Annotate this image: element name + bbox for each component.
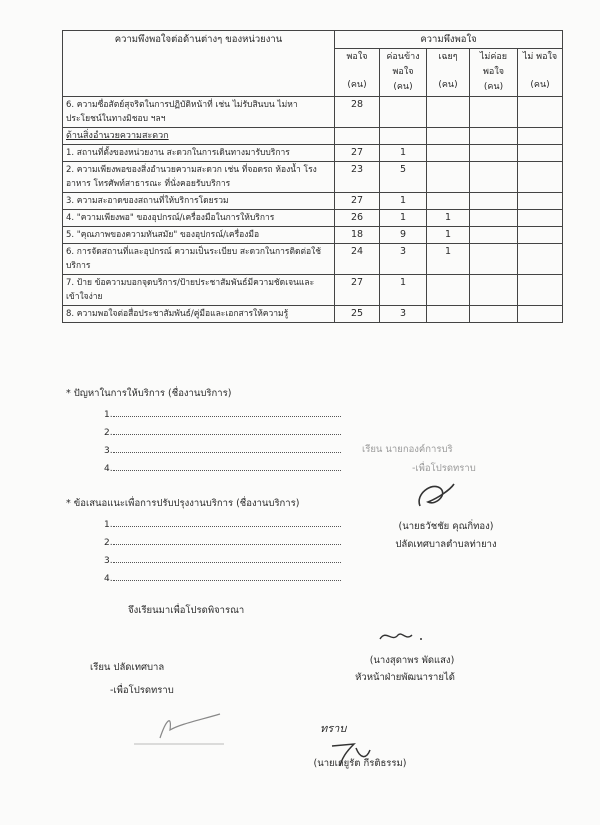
table-row (63, 275, 563, 306)
row-value (470, 145, 518, 162)
row-value (470, 244, 518, 275)
row-criteria: 5. "คุณภาพของความทันสมัย" ของอุปกรณ์/เครื่องมือ (63, 227, 335, 244)
column-label: เฉยๆ (438, 52, 458, 62)
row-value: 9 (380, 227, 427, 244)
signer3-handwritten: ทราบ (320, 722, 347, 735)
signature-mark-2 (376, 625, 436, 647)
row-value (470, 128, 518, 145)
row-value (427, 162, 470, 193)
signature-mark-1 (410, 476, 460, 514)
column-unit: (คน) (438, 80, 458, 90)
row-value (518, 145, 563, 162)
column-header-4 (470, 49, 518, 97)
column-unit: (คน) (393, 82, 413, 92)
row-criteria: 3. ความสะอาดของสถานที่ให้บริการโดยรวม (63, 193, 335, 210)
suggestions-line-1[interactable] (104, 517, 341, 530)
row-value: 1 (427, 210, 470, 227)
table-row (63, 193, 563, 210)
row-value (470, 97, 518, 128)
row-criteria: 7. ป้าย ข้อความบอกจุดบริการ/ป้ายประชาสัมพันธ์มีความชัดเจนและเข้าใจง่าย (63, 275, 335, 306)
row-criteria: 2. ความเพียงพอของสิ่งอำนวยความสะดวก เช่น ที่จอดรถ ห้องน้ำ โรงอาหาร โทรศัพท์สาธารณะ ที่นั่งคอยรับบริการ (63, 162, 335, 193)
blank-line[interactable] (113, 517, 341, 527)
column-unit: (คน) (530, 80, 550, 90)
row-value (518, 227, 563, 244)
row-value (470, 227, 518, 244)
problems-line-3[interactable] (104, 443, 341, 456)
row-criteria: 4. "ความเพียงพอ" ของอุปกรณ์/เครื่องมือในการให้บริการ (63, 210, 335, 227)
table-row (63, 145, 563, 162)
column-unit: (คน) (347, 80, 367, 90)
row-value (518, 306, 563, 323)
blank-line[interactable] (113, 535, 341, 545)
row-value: 25 (335, 306, 380, 323)
column-header-2 (380, 49, 427, 97)
row-value: 1 (380, 275, 427, 306)
row-value: 1 (427, 227, 470, 244)
row-value: 28 (335, 97, 380, 128)
problems-line-1[interactable] (104, 407, 341, 420)
signer2-name: (นางสุดาพร พัดแสง) (369, 655, 455, 666)
suggestions-line-2[interactable] (104, 535, 341, 548)
row-value: 3 (380, 244, 427, 275)
line-number: 3. (104, 556, 113, 566)
faded-signature-left (120, 700, 240, 750)
signer1-name: (นายธวัชชัย คุณกิ่ทอง) (398, 521, 494, 532)
satisfaction-table (62, 30, 563, 323)
row-value (470, 193, 518, 210)
row-value: 27 (335, 193, 380, 210)
signer3-name: (นายเกยูรัต กีรติธรรม) (313, 758, 407, 769)
column-unit: (คน) (483, 82, 504, 92)
suggestions-title: * ข้อเสนอแนะเพื่อการปรับปรุงงานบริการ (ชื่องานบริการ) (66, 498, 300, 509)
blank-line[interactable] (113, 461, 341, 471)
suggestions-line-3[interactable] (104, 553, 341, 566)
row-value (470, 162, 518, 193)
blank-line[interactable] (113, 425, 341, 435)
row-value (518, 210, 563, 227)
signer2-position: หัวหน้าฝ่ายพัฒนารายได้ (355, 672, 455, 683)
problems-line-4[interactable] (104, 461, 341, 474)
right-note-line1: เรียน นายกองค์การบริ (362, 444, 453, 455)
row-value: 27 (335, 275, 380, 306)
blank-line[interactable] (113, 443, 341, 453)
row-value (518, 275, 563, 306)
table-row (63, 97, 563, 128)
blank-line[interactable] (113, 571, 341, 581)
right-note-line2: -เพื่อโปรดทราบ (412, 463, 476, 474)
satisfaction-group-header: ความพึงพอใจ (335, 31, 563, 49)
row-value: 1 (380, 145, 427, 162)
line-number: 2. (104, 428, 113, 438)
row-value (427, 97, 470, 128)
line-number: 1. (104, 520, 113, 530)
left-note-line2: -เพื่อโปรดทราบ (110, 685, 174, 696)
signer1-position: ปลัดเทศบาลตำบลท่ายาง (395, 539, 497, 550)
table-row (63, 244, 563, 275)
problems-line-2[interactable] (104, 425, 341, 438)
criteria-header: ความพึงพอใจต่อด้านต่างๆ ของหน่วยงาน (63, 31, 335, 97)
blank-line[interactable] (113, 553, 341, 563)
row-value (427, 275, 470, 306)
line-number: 2. (104, 538, 113, 548)
row-value: 5 (380, 162, 427, 193)
line-number: 1. (104, 410, 113, 420)
section-row (63, 128, 563, 145)
row-value (518, 97, 563, 128)
row-value: 18 (335, 227, 380, 244)
row-value (470, 306, 518, 323)
line-number: 4. (104, 574, 113, 584)
column-header-1 (335, 49, 380, 97)
row-value: 1 (380, 193, 427, 210)
row-value (470, 210, 518, 227)
row-value: 24 (335, 244, 380, 275)
row-value (335, 128, 380, 145)
line-number: 3. (104, 446, 113, 456)
row-value (427, 145, 470, 162)
row-value (470, 275, 518, 306)
closing-text: จึงเรียนมาเพื่อโปรดพิจารณา (128, 605, 245, 616)
row-value: 1 (427, 244, 470, 275)
row-value: 26 (335, 210, 380, 227)
row-value (518, 244, 563, 275)
section-title: ด้านสิ่งอำนวยความสะดวก (63, 128, 335, 145)
blank-line[interactable] (113, 407, 341, 417)
row-criteria: 8. ความพอใจต่อสื่อประชาสัมพันธ์/คู่มือและเอกสารให้ความรู้ (63, 306, 335, 323)
row-value (518, 193, 563, 210)
column-label: ค่อนข้าง พอใจ (386, 52, 420, 77)
column-header-5 (518, 49, 563, 97)
line-number: 4. (104, 464, 113, 474)
row-value (427, 306, 470, 323)
row-value: 1 (380, 210, 427, 227)
problems-title: * ปัญหาในการให้บริการ (ชื่องานบริการ) (66, 388, 232, 399)
row-value (518, 162, 563, 193)
row-value: 3 (380, 306, 427, 323)
row-criteria: 6. ความซื่อสัตย์สุจริตในการปฏิบัติหน้าที่ เช่น ไม่รับสินบน ไม่หาประโยชน์ในทางมิชอบ ฯลฯ (63, 97, 335, 128)
column-label: พอใจ (346, 52, 368, 62)
row-criteria: 6. การจัดสถานที่และอุปกรณ์ ความเป็นระเบียบ สะดวกในการติดต่อใช้บริการ (63, 244, 335, 275)
table-row (63, 227, 563, 244)
row-value: 23 (335, 162, 380, 193)
table-row (63, 306, 563, 323)
table-row (63, 162, 563, 193)
table-row (63, 210, 563, 227)
row-value (380, 128, 427, 145)
column-label: ไม่ พอใจ (522, 52, 558, 62)
row-value (427, 128, 470, 145)
column-label: ไม่ค่อย พอใจ (479, 52, 508, 77)
row-value (427, 193, 470, 210)
row-criteria: 1. สถานที่ตั้งของหน่วยงาน สะดวกในการเดินทางมารับบริการ (63, 145, 335, 162)
row-value (380, 97, 427, 128)
row-value (518, 128, 563, 145)
left-note-line1: เรียน ปลัดเทศบาล (90, 662, 165, 673)
column-header-3 (427, 49, 470, 97)
row-value: 27 (335, 145, 380, 162)
suggestions-line-4[interactable] (104, 571, 341, 584)
